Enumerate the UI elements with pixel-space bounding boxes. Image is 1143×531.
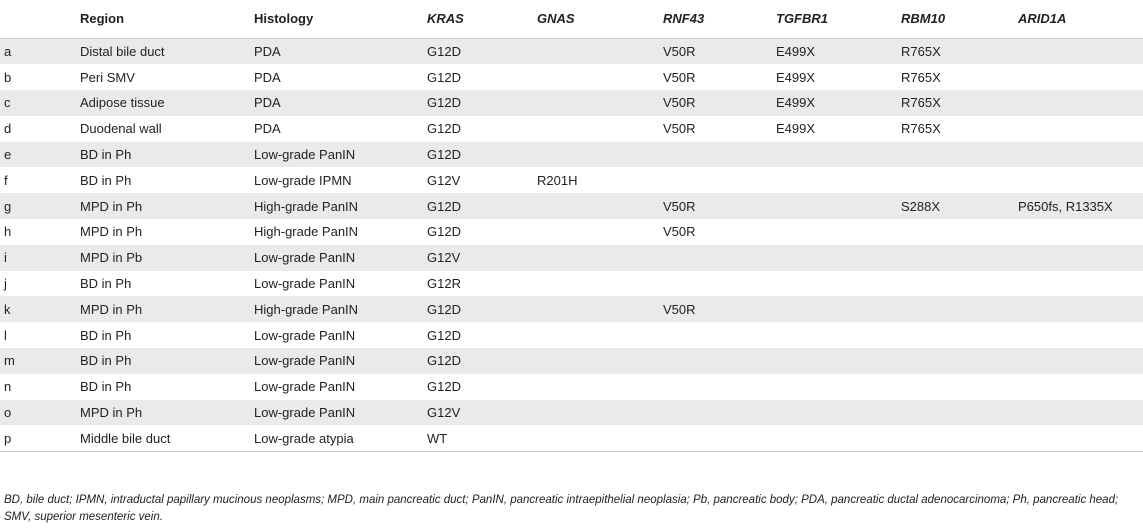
cell-rnf43 xyxy=(663,425,776,451)
cell-rnf43 xyxy=(663,271,776,297)
cell-rbm10: S288X xyxy=(901,198,941,214)
table-row xyxy=(0,38,1143,64)
table-row xyxy=(0,167,1143,193)
cell-gnas xyxy=(537,38,663,64)
cell-rnf43 xyxy=(663,374,776,400)
table-row xyxy=(0,348,1143,374)
cell-gnas xyxy=(537,142,663,168)
cell-gnas xyxy=(537,374,663,400)
cell-region: MPD in Ph xyxy=(80,198,143,214)
cell-kras: G12D xyxy=(427,353,461,369)
cell-kras: G12D xyxy=(427,301,461,317)
cell-kras: G12D xyxy=(427,198,461,214)
cell-sample-label: l xyxy=(4,327,7,343)
cell-kras: G12V xyxy=(427,405,461,421)
cell-rbm10 xyxy=(901,167,1018,193)
table-row xyxy=(0,245,1143,271)
cell-sample-label: j xyxy=(4,276,7,292)
cell-arid1a xyxy=(1018,322,1143,348)
cell-gnas xyxy=(537,193,663,219)
cell-histology: Low-grade PanIN xyxy=(254,405,356,421)
cell-arid1a xyxy=(1018,167,1143,193)
header-label-column xyxy=(0,0,80,38)
cell-tgfbr1 xyxy=(776,271,901,297)
cell-arid1a xyxy=(1018,400,1143,426)
cell-region: Adipose tissue xyxy=(80,95,165,111)
cell-sample-label: h xyxy=(4,224,12,240)
cell-rnf43: V50R xyxy=(663,224,696,240)
header-arid1a: ARID1A xyxy=(1018,0,1143,38)
cell-sample-label: b xyxy=(4,69,12,85)
cell-tgfbr1 xyxy=(776,400,901,426)
cell-gnas xyxy=(537,348,663,374)
cell-histology: PDA xyxy=(254,69,281,85)
cell-histology: Low-grade PanIN xyxy=(254,379,356,395)
cell-rnf43 xyxy=(663,348,776,374)
cell-kras: G12D xyxy=(427,43,461,59)
cell-histology: PDA xyxy=(254,121,281,137)
cell-kras: G12D xyxy=(427,379,461,395)
cell-kras: G12D xyxy=(427,69,461,85)
cell-kras: G12R xyxy=(427,276,461,292)
cell-sample-label: n xyxy=(4,379,12,395)
cell-rbm10 xyxy=(901,322,1018,348)
cell-rbm10: R765X xyxy=(901,95,941,111)
cell-rbm10 xyxy=(901,296,1018,322)
cell-arid1a xyxy=(1018,245,1143,271)
cell-kras: WT xyxy=(427,425,537,451)
cell-tgfbr1 xyxy=(776,322,901,348)
cell-rbm10 xyxy=(901,245,1018,271)
cell-rbm10 xyxy=(901,425,1018,451)
cell-rbm10 xyxy=(901,374,1018,400)
header-rnf43: RNF43 xyxy=(663,0,776,38)
cell-arid1a xyxy=(1018,38,1143,64)
cell-rnf43: V50R xyxy=(663,121,696,137)
table-row xyxy=(0,142,1143,168)
cell-rbm10: R765X xyxy=(901,43,941,59)
header-kras: KRAS xyxy=(427,0,537,38)
table-row xyxy=(0,296,1143,322)
cell-region: BD in Ph xyxy=(80,327,132,343)
cell-histology: Low-grade PanIN xyxy=(254,147,356,163)
cell-rnf43 xyxy=(663,167,776,193)
cell-tgfbr1 xyxy=(776,193,901,219)
cell-rbm10 xyxy=(901,271,1018,297)
cell-arid1a xyxy=(1018,271,1143,297)
cell-kras: G12V xyxy=(427,250,461,266)
cell-tgfbr1 xyxy=(776,245,901,271)
cell-gnas xyxy=(537,296,663,322)
cell-rbm10 xyxy=(901,142,1018,168)
cell-histology: High-grade PanIN xyxy=(254,301,359,317)
cell-region: BD in Ph xyxy=(80,147,132,163)
cell-region: MPD in Pb xyxy=(80,250,143,266)
cell-arid1a xyxy=(1018,116,1143,142)
cell-histology: PDA xyxy=(254,43,281,59)
cell-histology: Low-grade atypia xyxy=(254,425,427,451)
table-row xyxy=(0,193,1143,219)
cell-rbm10 xyxy=(901,348,1018,374)
cell-gnas xyxy=(537,425,663,451)
cell-rbm10: R765X xyxy=(901,69,941,85)
cell-sample-label: k xyxy=(4,301,11,317)
cell-rnf43: V50R xyxy=(663,301,696,317)
cell-tgfbr1 xyxy=(776,167,901,193)
cell-arid1a xyxy=(1018,348,1143,374)
cell-gnas xyxy=(537,90,663,116)
cell-sample-label: f xyxy=(4,172,8,188)
table-row xyxy=(0,90,1143,116)
cell-gnas xyxy=(537,245,663,271)
cell-kras: G12D xyxy=(427,121,461,137)
header-rbm10: RBM10 xyxy=(901,0,1018,38)
cell-gnas xyxy=(537,116,663,142)
cell-rnf43: V50R xyxy=(663,69,696,85)
table-footnote: BD, bile duct; IPMN, intraductal papillary mucinous neoplasms; MPD, main pancreatic duct; PanIN, pancreatic intraepithelial neoplasia; Pb, pancreatic body; PDA, pancreatic ductal adenocarcinoma; Ph, pancreatic head; SMV, superior mesenteric vein. xyxy=(4,494,1119,523)
cell-region: Peri SMV xyxy=(80,69,135,85)
header-histology: Histology xyxy=(254,0,427,38)
cell-tgfbr1: E499X xyxy=(776,43,816,59)
header-gnas: GNAS xyxy=(537,0,663,38)
cell-rbm10: R765X xyxy=(901,121,941,137)
cell-rnf43 xyxy=(663,400,776,426)
cell-region: Middle bile duct xyxy=(80,425,254,451)
cell-tgfbr1 xyxy=(776,142,901,168)
cell-gnas: R201H xyxy=(537,172,578,188)
cell-tgfbr1 xyxy=(776,296,901,322)
cell-arid1a xyxy=(1018,374,1143,400)
cell-sample-label: i xyxy=(4,250,7,266)
cell-region: BD in Ph xyxy=(80,276,132,292)
cell-histology: PDA xyxy=(254,95,281,111)
cell-region: BD in Ph xyxy=(80,172,132,188)
cell-histology: Low-grade IPMN xyxy=(254,172,352,188)
cell-rnf43: V50R xyxy=(663,95,696,111)
cell-sample-label: p xyxy=(0,425,80,451)
cell-histology: Low-grade PanIN xyxy=(254,327,356,343)
cell-arid1a xyxy=(1018,219,1143,245)
cell-region: MPD in Ph xyxy=(80,224,143,240)
cell-tgfbr1: E499X xyxy=(776,69,816,85)
cell-region: MPD in Ph xyxy=(80,301,143,317)
cell-gnas xyxy=(537,219,663,245)
cell-sample-label: o xyxy=(4,405,12,421)
cell-sample-label: a xyxy=(4,43,12,59)
table-row xyxy=(0,116,1143,142)
cell-region: Duodenal wall xyxy=(80,121,162,137)
table-row xyxy=(0,271,1143,297)
cell-kras: G12D xyxy=(427,224,461,240)
cell-arid1a xyxy=(1018,425,1143,451)
cell-histology: Low-grade PanIN xyxy=(254,276,356,292)
cell-gnas xyxy=(537,400,663,426)
cell-rnf43: V50R xyxy=(663,43,696,59)
cell-region: BD in Ph xyxy=(80,379,132,395)
cell-gnas xyxy=(537,64,663,90)
cell-kras: G12D xyxy=(427,327,461,343)
cell-region: MPD in Ph xyxy=(80,405,143,421)
table-row xyxy=(0,219,1143,245)
cell-sample-label: c xyxy=(4,95,11,111)
cell-gnas xyxy=(537,271,663,297)
cell-rbm10 xyxy=(901,400,1018,426)
table-row xyxy=(0,322,1143,348)
cell-tgfbr1: E499X xyxy=(776,95,816,111)
table-header-row xyxy=(0,0,1143,38)
cell-sample-label: m xyxy=(4,353,15,369)
cell-arid1a: P650fs, R1335X xyxy=(1018,198,1113,214)
cell-sample-label: d xyxy=(4,121,12,137)
table-row xyxy=(0,400,1143,426)
cell-sample-label: e xyxy=(4,147,12,163)
cell-histology: Low-grade PanIN xyxy=(254,353,356,369)
cell-kras: G12D xyxy=(427,147,461,163)
cell-tgfbr1 xyxy=(776,348,901,374)
cell-tgfbr1: E499X xyxy=(776,121,816,137)
header-tgfbr1: TGFBR1 xyxy=(776,0,901,38)
cell-tgfbr1 xyxy=(776,219,901,245)
header-region: Region xyxy=(80,0,254,38)
cell-rbm10 xyxy=(901,219,1018,245)
cell-rnf43: V50R xyxy=(663,198,696,214)
cell-arid1a xyxy=(1018,296,1143,322)
cell-region: Distal bile duct xyxy=(80,43,165,59)
cell-kras: G12V xyxy=(427,172,461,188)
cell-arid1a xyxy=(1018,142,1143,168)
cell-gnas xyxy=(537,322,663,348)
table-body xyxy=(0,38,1143,452)
cell-histology: High-grade PanIN xyxy=(254,198,359,214)
cell-tgfbr1 xyxy=(776,425,901,451)
cell-region: BD in Ph xyxy=(80,353,132,369)
cell-tgfbr1 xyxy=(776,374,901,400)
cell-histology: Low-grade PanIN xyxy=(254,250,356,266)
table-row xyxy=(0,425,1143,451)
cell-rnf43 xyxy=(663,142,776,168)
table-row xyxy=(0,64,1143,90)
cell-kras: G12D xyxy=(427,95,461,111)
cell-histology: High-grade PanIN xyxy=(254,224,359,240)
cell-rnf43 xyxy=(663,245,776,271)
table-row xyxy=(0,374,1143,400)
cell-sample-label: g xyxy=(4,198,12,214)
cell-arid1a xyxy=(1018,64,1143,90)
cell-rnf43 xyxy=(663,322,776,348)
cell-arid1a xyxy=(1018,90,1143,116)
